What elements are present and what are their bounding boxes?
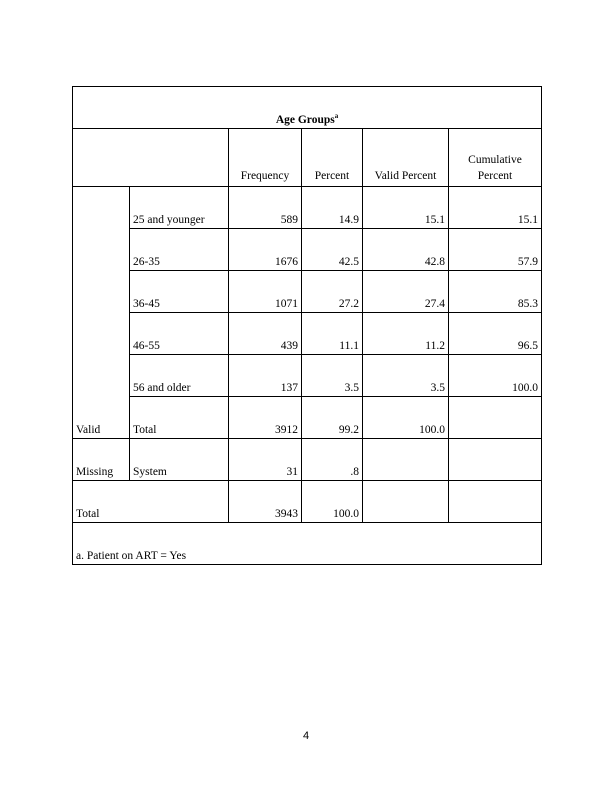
table-title-row: [73, 87, 542, 129]
row-cumulative-percent: 96.5: [449, 313, 542, 355]
header-frequency: Frequency: [229, 129, 302, 187]
row-frequency: 3943: [229, 481, 302, 523]
row-frequency: 3912: [229, 397, 302, 439]
row-percent: 3.5: [302, 355, 363, 397]
empty-cell: [363, 481, 449, 523]
row-cumulative-percent: 57.9: [449, 229, 542, 271]
row-label: 46-55: [130, 313, 229, 355]
row-frequency: 137: [229, 355, 302, 397]
row-valid-percent: 100.0: [363, 397, 449, 439]
row-valid-percent: 15.1: [363, 187, 449, 229]
table-row: [73, 229, 542, 271]
row-valid-percent: 42.8: [363, 229, 449, 271]
table-row-total: [73, 481, 542, 523]
row-valid-percent: 3.5: [363, 355, 449, 397]
valid-group-label: Valid: [73, 187, 130, 439]
table-footnote-row: [73, 523, 542, 565]
row-label: System: [130, 439, 229, 481]
row-percent: 99.2: [302, 397, 363, 439]
table-row: [73, 271, 542, 313]
row-cumulative-percent: 85.3: [449, 271, 542, 313]
row-percent: 42.5: [302, 229, 363, 271]
table-row: [73, 187, 542, 229]
table-title-superscript: a: [334, 112, 339, 121]
row-label: 56 and older: [130, 355, 229, 397]
table-title-cell: [73, 87, 542, 129]
missing-group-label: Missing: [73, 439, 130, 481]
table-title: Age Groups: [275, 114, 335, 126]
row-frequency: 31: [229, 439, 302, 481]
empty-cell: [449, 481, 542, 523]
row-valid-percent: 11.2: [363, 313, 449, 355]
row-percent: 14.9: [302, 187, 363, 229]
table-row: [73, 397, 542, 439]
empty-cell: [363, 439, 449, 481]
row-frequency: 1676: [229, 229, 302, 271]
row-frequency: 439: [229, 313, 302, 355]
row-cumulative-percent: 15.1: [449, 187, 542, 229]
table-row: [73, 313, 542, 355]
total-label: Total: [73, 481, 229, 523]
row-frequency: 589: [229, 187, 302, 229]
header-percent: Percent: [302, 129, 363, 187]
table-header-row: [73, 129, 542, 187]
page-number: 4: [302, 730, 310, 742]
row-percent: 11.1: [302, 313, 363, 355]
header-blank-cell: [73, 129, 229, 187]
table-row-missing: [73, 439, 542, 481]
header-cumulative-percent: Cumulative Percent: [449, 129, 542, 187]
row-label: 36-45: [130, 271, 229, 313]
age-groups-table: [72, 86, 542, 565]
row-label: 25 and younger: [130, 187, 229, 229]
header-valid-percent: Valid Percent: [363, 129, 449, 187]
row-label: 26-35: [130, 229, 229, 271]
row-percent: 27.2: [302, 271, 363, 313]
empty-cell: [449, 439, 542, 481]
row-frequency: 1071: [229, 271, 302, 313]
row-cumulative-percent: [449, 397, 542, 439]
row-valid-percent: 27.4: [363, 271, 449, 313]
row-cumulative-percent: 100.0: [449, 355, 542, 397]
row-label: Total: [130, 397, 229, 439]
row-percent: 100.0: [302, 481, 363, 523]
row-percent: .8: [302, 439, 363, 481]
table-footnote: a. Patient on ART = Yes: [73, 523, 542, 565]
table-row: [73, 355, 542, 397]
